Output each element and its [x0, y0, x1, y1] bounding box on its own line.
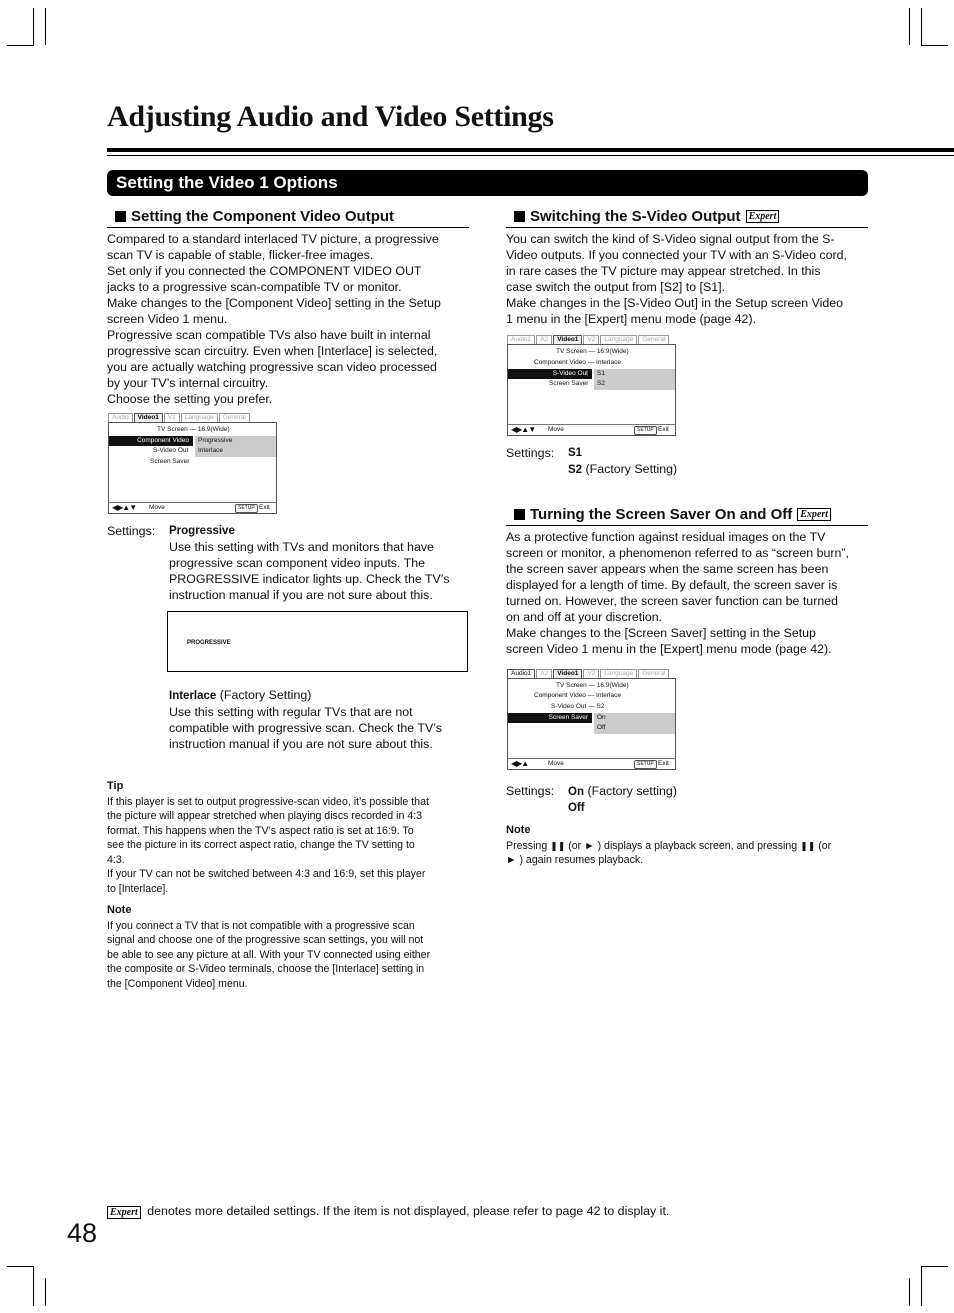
text-fragment: Pressing: [506, 839, 548, 852]
crop-mark: [921, 8, 922, 45]
setup-button-icon: SETUP: [634, 426, 657, 435]
expert-badge-icon: Expert: [746, 210, 780, 223]
option-interlace: Interlace: [198, 447, 223, 454]
square-bullet-icon: [514, 509, 525, 520]
title-rule: [107, 148, 954, 152]
text-line: the composite or S-Video terminals, choose the [Interlace] setting in: [107, 963, 425, 975]
text-line: screen Video 1 menu.: [107, 312, 228, 326]
text-line: If your TV can not be switched between 4:3 and 16:9, set this player: [107, 868, 426, 880]
option-s2: S2: [597, 380, 605, 387]
crop-mark: [909, 8, 910, 45]
text-line: instruction manual if you are not sure about this.: [169, 737, 433, 751]
footnote-text: denotes more detailed settings. If the item is not displayed, please refer to page 42 to display it.: [147, 1204, 670, 1218]
menu-row-tv-screen: TV Screen — 16:9(Wide): [556, 348, 629, 355]
heading-text: Setting the Component Video Output: [131, 208, 395, 225]
exit-label: Exit: [658, 426, 669, 433]
menu-screen: [108, 422, 277, 514]
text-line: progressive scan component video inputs. The: [169, 556, 425, 570]
text-line: 4:3.: [107, 853, 125, 866]
text-fragment: (or: [818, 839, 832, 852]
screen-saver-settings: [568, 783, 677, 816]
tab-v2: V2: [583, 669, 599, 678]
text-line: the picture will appear stretched when playing discs recorded in 4:3: [107, 810, 423, 822]
menu-screen: [507, 678, 676, 770]
expert-badge-icon: Expert: [107, 1206, 141, 1219]
text-line: the screen saver appears when the same screen has been: [506, 562, 829, 576]
menu-screen: [507, 344, 676, 436]
text-line: As a protective function against residual images on the TV: [506, 530, 826, 544]
menu-row-tv-screen: TV Screen — 16:9(Wide): [157, 426, 230, 433]
tab-language: Language: [181, 413, 218, 422]
move-label: Move: [149, 504, 165, 511]
option-progressive: Progressive: [198, 437, 233, 444]
tip-title: Tip: [107, 780, 124, 792]
menu-row-component-video: Component Video: [109, 436, 193, 446]
component-video-heading: [107, 208, 469, 228]
text-line: the [Component Video] menu.: [107, 977, 248, 990]
title-rule-thin: [107, 155, 954, 156]
screen-saver-heading: [506, 506, 868, 526]
text-fragment: (or: [568, 839, 582, 852]
text-line: displayed for a length of time. By default, the screen saver is: [506, 578, 838, 592]
text-fragment: ) displays a playback screen, and pressing: [597, 839, 798, 852]
setup-button-icon: SETUP: [634, 760, 657, 769]
text-line: see the picture in its correct aspect ratio, change the TV setting to: [107, 839, 415, 851]
menu-row-screen-saver: Screen Saver: [549, 380, 589, 387]
tab-audio1: Audio1: [507, 669, 535, 678]
exit-label: Exit: [259, 504, 270, 511]
tab-video1: Video1: [134, 413, 163, 422]
menu-row-s-video-out: S-Video Out: [153, 447, 189, 454]
progressive-name: Progressive: [169, 525, 235, 537]
arrow-keys-icon: ◀▶▲▼: [511, 425, 536, 434]
tab-audio1: Audio1: [507, 335, 535, 344]
move-label: Move: [548, 426, 564, 433]
menu-row-tv-screen: TV Screen — 16:9(Wide): [556, 682, 629, 689]
note-block-left: [107, 903, 474, 991]
tab-language: Language: [600, 669, 637, 678]
crop-mark: [921, 45, 948, 46]
text-line: Make changes to the [Screen Saver] setting in the Setup: [506, 626, 816, 640]
option-s1: S1: [597, 370, 605, 377]
s2-value: S2: [568, 464, 583, 476]
text-line: Make changes to the [Component Video] setting in the Setup: [107, 296, 441, 310]
menu-row-screen-saver: Screen Saver: [150, 458, 190, 465]
page-number: 48: [67, 1218, 98, 1248]
option-on: On: [597, 714, 606, 721]
interlace-name: Interlace: [169, 690, 217, 702]
setup-button-icon: SETUP: [235, 504, 258, 513]
text-line: format. This happens when the TV’s aspect ratio is set at 16:9. To: [107, 824, 414, 837]
crop-mark: [7, 45, 34, 46]
text-line: compatible with progressive scan. Check the TV’s: [169, 721, 442, 735]
text-line: to [Interlace].: [107, 882, 169, 895]
text-fragment: ) again resumes playback.: [519, 854, 644, 866]
text-line: in rare cases the TV picture may appear stretched. In this: [506, 264, 821, 278]
text-line: instruction manual if you are not sure about this.: [169, 588, 433, 602]
on-suffix: (Factory setting): [587, 784, 677, 798]
menu-row-s-video-out: S-Video Out: [508, 369, 592, 379]
text-line: Use this setting with TVs and monitors that have: [169, 540, 434, 554]
text-line: scan TV is capable of stable, flicker-free images.: [107, 248, 374, 262]
component-video-body: [107, 231, 472, 407]
note-title: Note: [506, 824, 531, 836]
square-bullet-icon: [514, 211, 525, 222]
text-line: Choose the setting you prefer.: [107, 392, 273, 406]
note-title: Note: [107, 904, 132, 916]
text-line: Video outputs. If you connected your TV with an S-Video cord,: [506, 248, 847, 262]
text-line: If this player is set to output progressive-scan video, it’s possible that: [107, 795, 429, 808]
s-video-settings: [568, 445, 677, 478]
text-line: Progressive scan compatible TVs also have built in internal: [107, 328, 431, 342]
menu-row-component-video: Component Video — Interlace: [534, 359, 621, 366]
tab-general: General: [219, 413, 250, 422]
text-line: jacks to a progressive scan-compatible TV or monitor.: [107, 280, 402, 294]
arrow-keys-icon: ◀▶▲▼: [112, 503, 137, 512]
option-box: [594, 369, 675, 390]
crop-mark: [921, 1266, 948, 1267]
square-bullet-icon: [115, 211, 126, 222]
option-off: Off: [597, 724, 606, 731]
option-box: [594, 713, 675, 734]
text-line: turned on. However, the screen saver function can be turned: [506, 594, 838, 608]
crop-mark: [909, 1278, 910, 1306]
crop-mark: [921, 1266, 922, 1306]
section-heading: Setting the Video 1 Options: [107, 170, 868, 196]
s-video-body: [506, 231, 871, 327]
screen-saver-body: [506, 529, 874, 657]
interlace-suffix: (Factory Setting): [219, 688, 312, 702]
text-line: screen Video 1 menu in the [Expert] menu mode (page 42).: [506, 642, 832, 656]
text-line: 1 menu in the [Expert] menu mode (page 42).: [506, 312, 757, 326]
text-line: PROGRESSIVE indicator lights up. Check the TV’s: [169, 572, 450, 586]
s2-suffix: (Factory Setting): [585, 462, 678, 476]
on-value: On: [568, 786, 584, 798]
crop-mark: [45, 8, 46, 45]
crop-mark: [33, 1266, 34, 1306]
menu-tabs: [507, 334, 676, 344]
menu-row-screen-saver: Screen Saver: [508, 713, 592, 723]
tab-a2: A2: [536, 335, 552, 344]
menu-footer: [508, 424, 675, 435]
progressive-block: [169, 523, 469, 603]
note-block-right: [506, 823, 871, 868]
text-line: you are actually watching progressive scan video processed: [107, 360, 437, 374]
s1-value: S1: [568, 447, 583, 459]
text-line: If you connect a TV that is not compatible with a progressive scan: [107, 919, 415, 932]
s-video-heading: [506, 208, 868, 228]
tab-audio: Audio: [108, 413, 133, 422]
page-title: Adjusting Audio and Video Settings: [107, 100, 554, 133]
settings-label: Settings:: [107, 524, 156, 538]
pause-icon: ❚❚: [550, 840, 566, 851]
crop-mark: [7, 1266, 34, 1267]
text-line: on and off at your discretion.: [506, 610, 663, 624]
arrow-keys-icon: ◀▶▲: [511, 759, 529, 768]
crop-mark: [33, 8, 34, 45]
tab-language: Language: [600, 335, 637, 344]
tip-block: [107, 779, 472, 896]
front-panel-display: [167, 611, 468, 672]
crop-mark: [45, 1278, 46, 1306]
menu-footer: [508, 758, 675, 769]
tab-general: General: [638, 669, 669, 678]
exit-label: Exit: [658, 760, 669, 767]
setup-menu-s-video: [507, 334, 676, 436]
expert-footnote: [107, 1203, 867, 1219]
heading-text: Switching the S-Video Output: [530, 208, 741, 225]
off-value: Off: [568, 802, 585, 814]
text-line: case switch the output from [S2] to [S1].: [506, 280, 726, 294]
expert-badge-icon: Expert: [797, 508, 831, 521]
play-icon: ►: [506, 854, 517, 866]
s-video-settings-label: Settings:: [506, 446, 555, 460]
interlace-block: [169, 687, 469, 752]
text-line: Use this setting with regular TVs that are not: [169, 705, 413, 719]
tab-video1: Video1: [553, 669, 582, 678]
menu-footer: [109, 502, 276, 513]
text-line: Compared to a standard interlaced TV picture, a progressive: [107, 232, 439, 246]
tab-a2: A2: [536, 669, 552, 678]
setup-menu-screen-saver: [507, 668, 676, 770]
text-line: by your TV’s internal circuitry.: [107, 376, 269, 390]
tab-v2: V2: [164, 413, 180, 422]
menu-row-s-video-out: S-Video Out — S2: [551, 703, 605, 710]
play-icon: ►: [584, 839, 595, 852]
text-line: progressive scan circuitry. Even when [Interlace] is selected,: [107, 344, 438, 358]
text-line: Set only if you connected the COMPONENT VIDEO OUT: [107, 264, 422, 278]
pause-icon: ❚❚: [800, 840, 816, 851]
setup-menu-component: [108, 412, 277, 514]
text-line: signal and choose one of the progressive scan settings, you will not: [107, 934, 424, 946]
tab-v2: V2: [583, 335, 599, 344]
text-line: Make changes in the [S-Video Out] in the Setup screen Video: [506, 296, 844, 310]
text-line: be able to see any picture at all. With your TV connected using either: [107, 948, 431, 961]
menu-tabs: [108, 412, 277, 422]
menu-row-component-video: Component Video — Interlace: [534, 692, 621, 699]
screen-saver-settings-label: Settings:: [506, 784, 555, 798]
text-line: You can switch the kind of S-Video signal output from the S-: [506, 232, 835, 246]
tab-video1: Video1: [553, 335, 582, 344]
progressive-indicator: PROGRESSIVE: [187, 640, 231, 646]
text-line: screen or monitor, a phenomenon referred to as “screen burn”,: [506, 546, 849, 560]
move-label: Move: [548, 760, 564, 767]
tab-general: General: [638, 335, 669, 344]
heading-text: Turning the Screen Saver On and Off: [530, 506, 793, 523]
menu-tabs: [507, 668, 676, 678]
